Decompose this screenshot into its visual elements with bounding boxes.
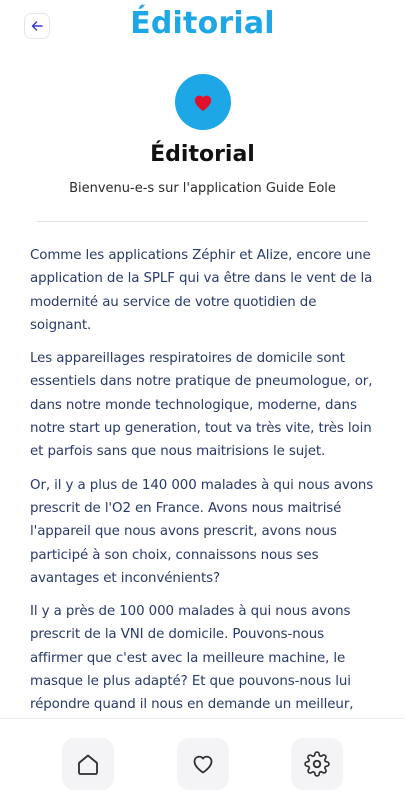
heart-outline-icon	[190, 751, 216, 777]
header-title: Éditorial	[130, 6, 275, 41]
page-title: Éditorial	[150, 142, 255, 167]
gear-icon	[304, 751, 330, 777]
hero-heart-badge	[175, 74, 231, 130]
page-subtitle: Bienvenu-e-s sur l'application Guide Eole	[69, 181, 336, 196]
nav-favorites-button[interactable]	[177, 738, 229, 790]
home-icon	[75, 751, 101, 777]
paragraph: Il y a près de 100 000 malades à qui nous avons prescrit de la VNI de domicile. Pouvons-nous affirmer que c'est avec la meilleure machine, le masque le plus adapté? Et que pouvons-nous lui répondre quand il nous en demande un meilleur,	[30, 604, 354, 713]
paragraph: Or, il y a plus de 140 000 malades à qui nous avons prescrit de l'O2 en France. Avons nous maitrisé l'appareil que nous avons prescrit, avons nous participé à son choix, connaissons nous ses avantages et inconvénients?	[30, 477, 374, 586]
header	[0, 0, 405, 54]
paragraph: Comme les applications Zéphir et Alize, encore une application de la SPLF qui va être dans le vent de la modernité au service de votre quotidien de soignant.	[30, 248, 373, 333]
paragraph: Les appareillages respiratoires de domicile sont essentiels dans notre pratique de pneumologue, or, dans notre monde technologique, moderne, dans notre start up generation, tout va très vite, très loin et parfois sans que nous maitrisions le sujet.	[30, 351, 373, 460]
editorial-content[interactable]	[30, 244, 376, 718]
bottom-nav	[0, 718, 405, 800]
nav-settings-button[interactable]	[291, 738, 343, 790]
divider	[36, 221, 368, 222]
heart-icon	[192, 92, 214, 112]
nav-home-button[interactable]	[62, 738, 114, 790]
